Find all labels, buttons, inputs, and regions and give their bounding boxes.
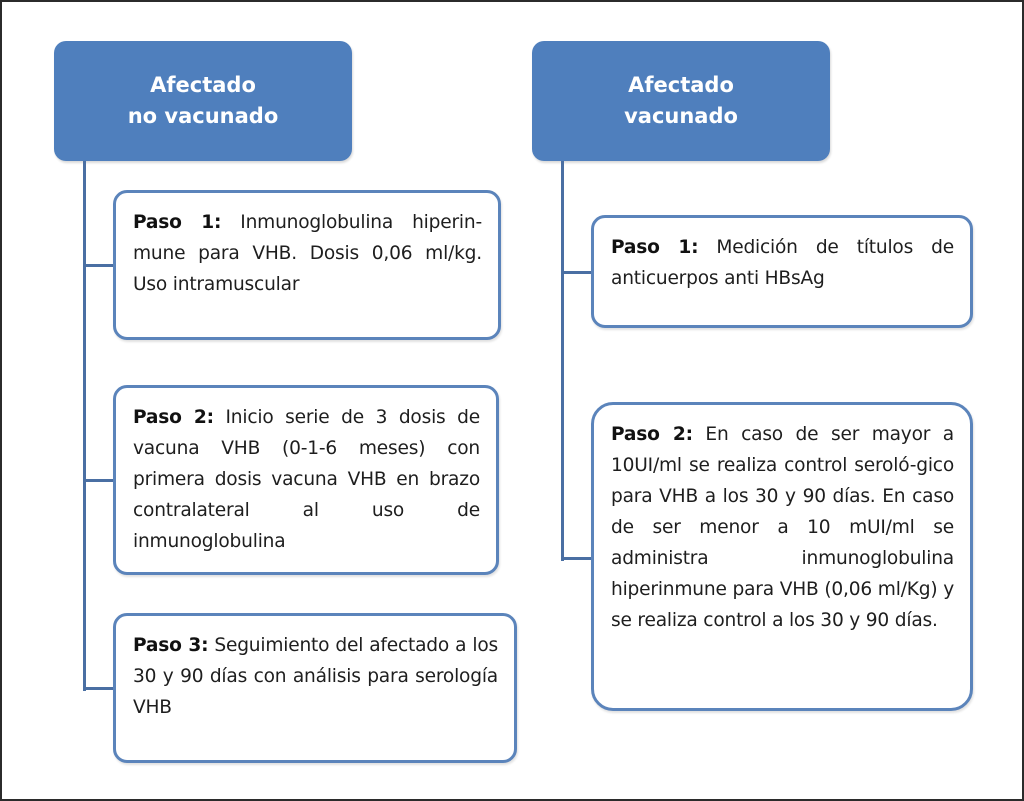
step-text: En caso de ser mayor a 10UI/ml se realiza control seroló-gico para VHB a los 30 y 90 días. En caso de ser menor a 10 mUI/ml se administra inmunoglobulina hiperinmune para VHB (0,06 ml/Kg) y se realiza control a los 30 y 90 días. (611, 424, 954, 631)
step-text: Inmunoglobulina hiperin-mune para VHB. Dosis 0,06 ml/kg. Uso intramuscular (133, 212, 482, 295)
header-afectado-no-vacunado (54, 41, 352, 161)
step-box-right-2 (591, 402, 973, 711)
connector-right-step-1 (561, 271, 593, 274)
connector-left-step-3 (83, 687, 115, 690)
step-label: Paso 3: (133, 635, 209, 656)
header-line-1: Afectado (150, 73, 256, 97)
step-text: Medición de títulos de anticuerpos anti HBsAg (611, 237, 954, 289)
step-label: Paso 2: (133, 407, 214, 428)
connector-left-step-1 (83, 264, 115, 267)
step-box-left-1 (113, 190, 501, 340)
step-text: Seguimiento del afectado a los 30 y 90 días con análisis para serología VHB (133, 635, 499, 718)
connector-left-step-2 (83, 479, 115, 482)
step-box-left-2 (113, 385, 499, 575)
header-line-2: no vacunado (127, 104, 279, 128)
step-box-left-3 (113, 613, 517, 763)
step-label: Paso 1: (611, 237, 699, 258)
step-box-right-1 (591, 215, 973, 328)
connector-right-vertical (561, 161, 564, 561)
connector-right-step-2 (561, 557, 593, 560)
header-line-1: Afectado (628, 73, 734, 97)
step-text: Inicio serie de 3 dosis de vacuna VHB (0-1-6 meses) con primera dosis vacuna VHB en brazo contralateral al uso de inmunoglobulina (133, 407, 480, 552)
connector-left-vertical (83, 161, 86, 691)
header-afectado-vacunado (532, 41, 830, 161)
header-line-2: vacunado (624, 104, 738, 128)
step-label: Paso 1: (133, 212, 222, 233)
step-label: Paso 2: (611, 424, 693, 445)
